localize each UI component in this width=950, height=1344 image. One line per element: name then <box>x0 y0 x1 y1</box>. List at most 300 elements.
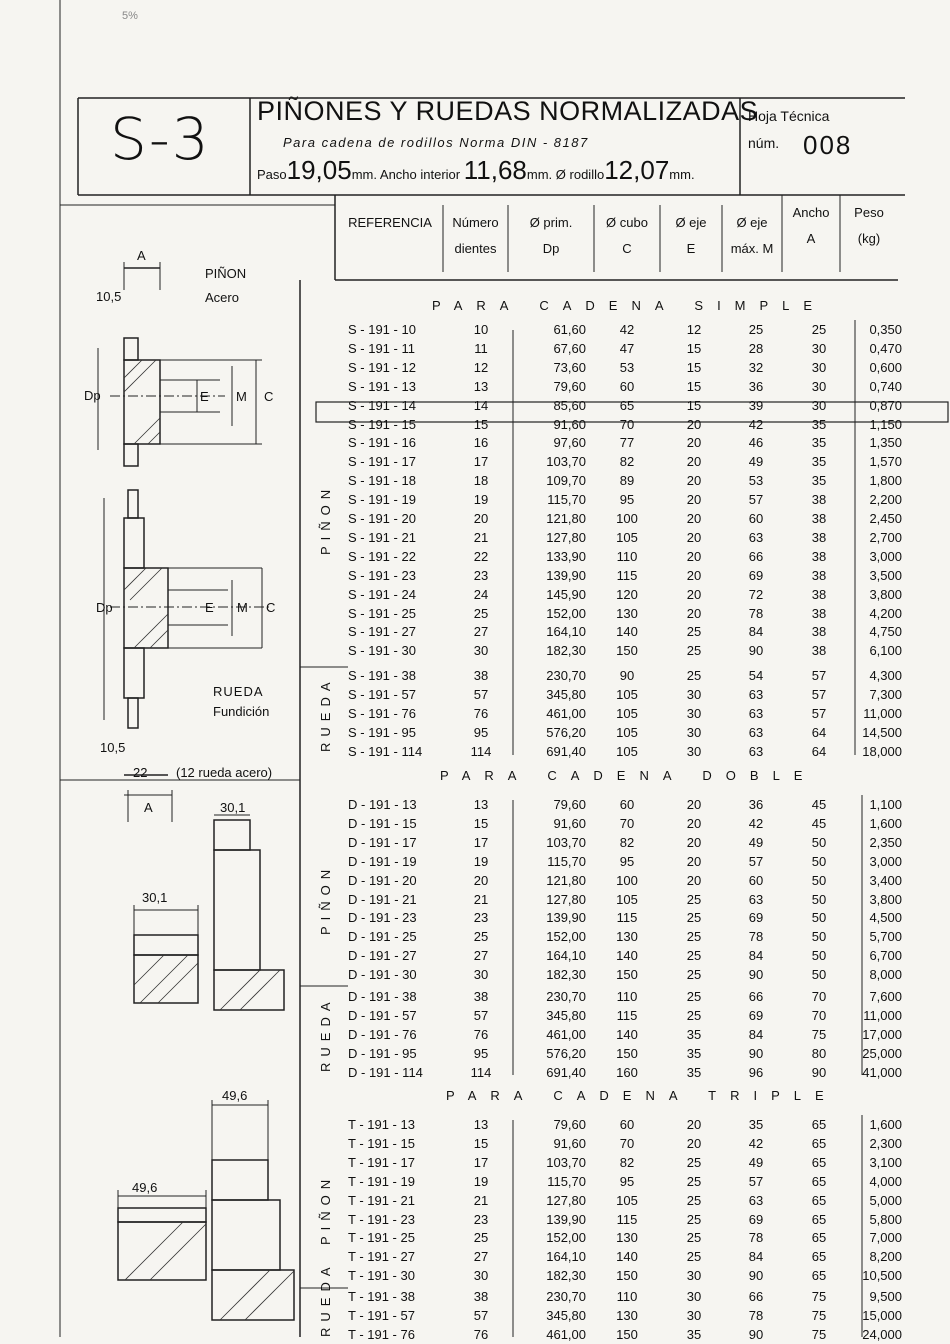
cell-ref: D - 191 - 57 <box>348 1007 417 1023</box>
cell-peso: 0,870 <box>869 397 902 413</box>
cell-eje-max: 69 <box>748 910 764 926</box>
dim-22: 22 <box>133 765 148 780</box>
cell-ref: S - 191 - 11 <box>348 340 415 356</box>
cell-dp: 230,70 <box>546 989 586 1004</box>
cell-eje: 25 <box>686 1154 702 1170</box>
cell-dientes: 13 <box>473 1117 489 1132</box>
cell-ref: S - 191 - 114 <box>348 743 423 759</box>
cell-peso: 18,000 <box>862 743 902 759</box>
cell-eje: 20 <box>686 834 702 850</box>
cell-dp: 103,70 <box>546 834 586 850</box>
dim-m-mid: M <box>237 600 248 615</box>
cell-cubo: 150 <box>616 967 638 983</box>
cell-peso: 2,200 <box>869 492 902 508</box>
cell-eje-max: 78 <box>748 1230 764 1246</box>
cell-ancho: 57 <box>811 686 827 702</box>
col-diam-cubo: Ø cubo C <box>606 215 648 256</box>
cell-dp: 127,80 <box>546 529 586 545</box>
section-title: PARA CADENA DOBLE <box>440 768 817 783</box>
cell-ancho: 64 <box>811 724 827 740</box>
cell-ancho: 65 <box>811 1230 827 1246</box>
cell-dp: 91,60 <box>553 1135 586 1151</box>
cell-eje-max: 69 <box>748 567 764 583</box>
paso-unit: mm. <box>351 167 377 182</box>
cell-dp: 345,80 <box>546 686 586 702</box>
cell-ref: D - 191 - 21 <box>348 891 417 907</box>
cell-dp: 576,20 <box>546 724 586 740</box>
cell-cubo: 130 <box>616 929 638 945</box>
cell-ref: T - 191 - 21 <box>348 1192 415 1208</box>
cell-cubo: 140 <box>616 1249 638 1265</box>
cell-dientes: 27 <box>473 624 489 640</box>
cell-dientes: 25 <box>473 1230 489 1246</box>
cell-dp: 103,70 <box>546 1154 586 1170</box>
cell-dp: 67,60 <box>553 340 586 356</box>
cell-cubo: 115 <box>616 567 638 583</box>
cell-cubo: 95 <box>619 853 635 869</box>
section-title: PARA CADENA SIMPLE <box>432 298 827 313</box>
group-label: PIÑON <box>318 1173 333 1245</box>
cell-eje-max: 63 <box>748 686 764 702</box>
cell-cubo: 53 <box>619 359 635 375</box>
cell-eje: 25 <box>686 668 702 683</box>
cell-eje-max: 69 <box>748 1007 764 1023</box>
pinon-drawing-material: Acero <box>205 290 239 305</box>
cell-eje-max: 63 <box>748 724 764 740</box>
cell-eje: 35 <box>686 1064 702 1080</box>
cell-eje: 20 <box>686 797 702 812</box>
rueda-drawing-material: Fundición <box>213 704 270 719</box>
cell-dientes: 57 <box>473 686 489 702</box>
cell-cubo: 150 <box>616 1045 638 1061</box>
cell-ref: S - 191 - 15 <box>348 416 416 432</box>
cell-ancho: 50 <box>811 891 827 907</box>
cell-peso: 3,800 <box>869 586 902 602</box>
cell-ref: T - 191 - 57 <box>348 1307 415 1323</box>
cell-cubo: 105 <box>616 705 638 721</box>
cell-eje-max: 63 <box>748 891 764 907</box>
cell-ancho: 38 <box>811 586 827 602</box>
cell-dp: 121,80 <box>546 511 586 526</box>
cell-ref: D - 191 - 114 <box>348 1064 423 1080</box>
cell-peso: 6,100 <box>869 643 902 659</box>
cell-eje: 25 <box>686 948 702 964</box>
cell-peso: 24,000 <box>862 1326 902 1342</box>
cell-peso: 3,000 <box>869 853 902 869</box>
cell-ancho: 38 <box>811 529 827 545</box>
cell-ref: S - 191 - 20 <box>348 511 416 526</box>
cell-cubo: 130 <box>616 1307 638 1323</box>
cell-cubo: 150 <box>616 643 638 659</box>
cell-eje: 20 <box>686 815 702 831</box>
cell-peso: 4,500 <box>869 910 902 926</box>
cell-dientes: 25 <box>473 929 489 945</box>
dim-301-large: 30,1 <box>220 800 246 815</box>
cell-ancho: 65 <box>811 1135 827 1151</box>
num-value: 008 <box>803 130 853 160</box>
cell-ancho: 65 <box>811 1249 827 1265</box>
cell-ancho: 30 <box>811 378 827 394</box>
cell-eje-max: 49 <box>748 834 764 850</box>
cell-dientes: 114 <box>470 1064 492 1080</box>
cell-dientes: 19 <box>473 1173 489 1189</box>
cell-peso: 10,500 <box>862 1268 902 1284</box>
group-label: RUEDA <box>318 676 333 752</box>
cell-eje-max: 60 <box>748 872 764 888</box>
cell-ref: D - 191 - 38 <box>348 989 417 1004</box>
cell-dientes: 23 <box>473 1211 489 1227</box>
cell-peso: 41,000 <box>862 1064 902 1080</box>
cell-peso: 1,600 <box>869 1117 902 1132</box>
cell-eje-max: 28 <box>748 340 764 356</box>
cell-ref: S - 191 - 38 <box>348 668 416 683</box>
cell-peso: 8,200 <box>869 1249 902 1265</box>
cell-peso: 6,700 <box>869 948 902 964</box>
cell-ref: D - 191 - 13 <box>348 797 417 812</box>
cell-ancho: 70 <box>811 1007 827 1023</box>
cell-cubo: 105 <box>616 686 638 702</box>
cell-ref: S - 191 - 24 <box>348 586 416 602</box>
cell-cubo: 47 <box>619 340 635 356</box>
rueda-drawing-title: RUEDA <box>213 684 264 699</box>
cell-peso: 4,300 <box>869 668 902 683</box>
cell-eje-max: 90 <box>748 967 764 983</box>
cell-dientes: 14 <box>473 397 489 413</box>
cell-dientes: 21 <box>473 529 489 545</box>
cell-peso: 4,750 <box>869 624 902 640</box>
cell-dp: 91,60 <box>553 815 586 831</box>
cell-ref: S - 191 - 13 <box>348 378 416 394</box>
rodillo-unit: mm. <box>669 167 695 182</box>
cell-eje-max: 54 <box>748 668 764 683</box>
cell-dp: 127,80 <box>546 1192 586 1208</box>
cell-eje-max: 78 <box>748 605 764 621</box>
cell-ancho: 45 <box>811 797 827 812</box>
cell-eje-max: 66 <box>748 1289 764 1304</box>
cell-ref: T - 191 - 76 <box>348 1326 415 1342</box>
cell-ancho: 30 <box>811 340 827 356</box>
cell-dp: 461,00 <box>546 705 586 721</box>
cell-eje: 30 <box>686 686 702 702</box>
cell-dp: 461,00 <box>546 1326 586 1342</box>
cell-eje-max: 63 <box>748 529 764 545</box>
cell-cubo: 70 <box>619 416 635 432</box>
note-12-rueda-acero: (12 rueda acero) <box>176 765 273 780</box>
cell-eje: 25 <box>686 1192 702 1208</box>
cell-eje: 20 <box>686 435 702 451</box>
cell-cubo: 90 <box>619 668 635 683</box>
cell-eje: 30 <box>686 743 702 759</box>
cell-ref: D - 191 - 76 <box>348 1026 417 1042</box>
cell-ref: S - 191 - 21 <box>348 529 416 545</box>
cell-cubo: 130 <box>616 605 638 621</box>
cell-eje-max: 57 <box>748 853 764 869</box>
cell-ancho: 57 <box>811 705 827 721</box>
cell-dientes: 11 <box>474 340 488 356</box>
cell-eje: 20 <box>686 1135 702 1151</box>
cell-dp: 182,30 <box>546 1268 586 1284</box>
cell-eje-max: 78 <box>748 929 764 945</box>
cell-dientes: 20 <box>473 872 489 888</box>
cell-eje: 35 <box>686 1026 702 1042</box>
cell-cubo: 110 <box>616 1289 638 1304</box>
cell-cubo: 60 <box>619 378 635 394</box>
cell-ref: S - 191 - 10 <box>348 322 416 337</box>
cell-cubo: 115 <box>616 910 638 926</box>
cell-dp: 345,80 <box>546 1307 586 1323</box>
cell-eje-max: 36 <box>748 378 764 394</box>
cell-eje-max: 78 <box>748 1307 764 1323</box>
cell-eje: 25 <box>686 1173 702 1189</box>
cell-ref: D - 191 - 17 <box>348 834 417 850</box>
dim-105-bottom: 10,5 <box>100 740 126 755</box>
cell-eje: 20 <box>686 548 702 564</box>
cell-peso: 1,800 <box>869 473 902 489</box>
cell-ref: T - 191 - 23 <box>348 1211 415 1227</box>
cell-ancho: 75 <box>811 1289 827 1304</box>
cell-eje-max: 46 <box>748 435 764 451</box>
cell-ref: S - 191 - 12 <box>348 359 416 375</box>
cell-cubo: 140 <box>616 1026 638 1042</box>
cell-dientes: 20 <box>473 511 489 526</box>
cell-dientes: 13 <box>473 378 489 394</box>
cell-ref: D - 191 - 95 <box>348 1045 417 1061</box>
cell-eje: 15 <box>686 359 702 375</box>
cell-peso: 1,350 <box>869 435 902 451</box>
cell-eje: 15 <box>686 340 702 356</box>
cell-ref: T - 191 - 15 <box>348 1135 415 1151</box>
cell-eje: 30 <box>686 1268 702 1284</box>
cell-dientes: 23 <box>473 567 489 583</box>
cell-ancho: 35 <box>811 454 827 470</box>
cell-eje-max: 84 <box>748 624 764 640</box>
cell-ancho: 38 <box>811 548 827 564</box>
cell-dp: 127,80 <box>546 891 586 907</box>
cell-eje: 20 <box>686 492 702 508</box>
cell-dientes: 30 <box>473 1268 489 1284</box>
cell-ref: S - 191 - 30 <box>348 643 416 659</box>
cell-cubo: 110 <box>616 548 638 564</box>
cell-ref: T - 191 - 30 <box>348 1268 415 1284</box>
cell-cubo: 160 <box>616 1064 638 1080</box>
cell-peso: 11,000 <box>863 705 902 721</box>
cell-peso: 17,000 <box>862 1026 902 1042</box>
cell-ref: S - 191 - 16 <box>348 435 416 451</box>
cell-dientes: 27 <box>473 948 489 964</box>
cell-dientes: 17 <box>473 454 489 470</box>
cell-eje: 35 <box>686 1045 702 1061</box>
cell-cubo: 77 <box>619 435 635 451</box>
cell-peso: 4,200 <box>869 605 902 621</box>
group-label: RUEDA <box>318 996 333 1072</box>
cell-dp: 115,70 <box>547 1173 586 1189</box>
cell-dientes: 38 <box>473 668 489 683</box>
cell-ancho: 65 <box>811 1154 827 1170</box>
cell-eje-max: 96 <box>748 1064 764 1080</box>
cell-dientes: 13 <box>473 797 489 812</box>
cell-peso: 3,000 <box>869 548 902 564</box>
cell-dp: 133,90 <box>546 548 586 564</box>
cell-cubo: 150 <box>616 1268 638 1284</box>
cell-ancho: 90 <box>811 1064 827 1080</box>
cell-eje: 25 <box>686 624 702 640</box>
cell-cubo: 105 <box>616 529 638 545</box>
cell-dp: 91,60 <box>553 416 586 432</box>
cell-dp: 115,70 <box>547 853 586 869</box>
cell-dp: 61,60 <box>553 322 586 337</box>
cell-ancho: 50 <box>811 853 827 869</box>
cell-dientes: 38 <box>473 1289 489 1304</box>
cell-eje: 25 <box>686 1230 702 1246</box>
cell-eje: 20 <box>686 454 702 470</box>
cell-dientes: 15 <box>473 815 489 831</box>
cell-eje: 20 <box>686 872 702 888</box>
cell-peso: 11,000 <box>863 1007 902 1023</box>
cell-dp: 230,70 <box>546 668 586 683</box>
cell-dientes: 57 <box>473 1007 489 1023</box>
cell-dp: 691,40 <box>546 1064 586 1080</box>
cell-dientes: 17 <box>473 834 489 850</box>
cell-eje: 25 <box>686 891 702 907</box>
rodillo-value: 12,07 <box>604 155 670 185</box>
cell-dientes: 21 <box>473 891 489 907</box>
paso-value: 19,05 <box>286 155 352 185</box>
pinon-drawing-title: PIÑON <box>205 266 247 281</box>
cell-dientes: 21 <box>473 1192 489 1208</box>
cell-eje-max: 84 <box>748 1026 764 1042</box>
cell-peso: 5,000 <box>869 1192 902 1208</box>
cell-ref: T - 191 - 38 <box>348 1289 415 1304</box>
cell-cubo: 120 <box>616 586 638 602</box>
cell-eje: 20 <box>686 416 702 432</box>
col-diam-primitivo: Ø prim. Dp <box>529 215 573 256</box>
cell-cubo: 42 <box>619 322 635 337</box>
cell-dientes: 27 <box>473 1249 489 1265</box>
cell-peso: 2,700 <box>869 529 902 545</box>
cell-eje-max: 72 <box>748 586 764 602</box>
cell-dp: 576,20 <box>546 1045 586 1061</box>
cell-peso: 3,400 <box>869 872 902 888</box>
cell-dientes: 22 <box>473 548 489 564</box>
cell-eje: 30 <box>686 724 702 740</box>
cell-dp: 121,80 <box>546 872 586 888</box>
cell-ref: D - 191 - 15 <box>348 815 417 831</box>
cell-eje: 25 <box>686 643 702 659</box>
cell-eje-max: 66 <box>748 989 764 1004</box>
cell-dp: 345,80 <box>546 1007 586 1023</box>
cell-peso: 4,000 <box>869 1173 902 1189</box>
ancho-label: Ancho interior <box>379 167 461 182</box>
cell-ancho: 80 <box>811 1045 827 1061</box>
col-peso: Peso (kg) <box>854 205 884 246</box>
cell-peso: 3,100 <box>869 1154 902 1170</box>
corner-mark: 5% <box>122 10 138 22</box>
cell-cubo: 105 <box>616 891 638 907</box>
cell-eje-max: 90 <box>748 1045 764 1061</box>
col-referencia: REFERENCIA <box>348 215 432 230</box>
cell-dp: 145,90 <box>546 586 586 602</box>
cell-eje-max: 66 <box>748 548 764 564</box>
cell-cubo: 150 <box>616 1326 638 1342</box>
cell-peso: 1,150 <box>869 416 902 432</box>
cell-eje-max: 49 <box>748 454 764 470</box>
cell-ref: D - 191 - 25 <box>348 929 417 945</box>
dim-dp-top: Dp <box>84 388 101 403</box>
cell-peso: 5,800 <box>869 1211 902 1227</box>
cell-ref: S - 191 - 19 <box>348 492 416 508</box>
cell-ref: D - 191 - 27 <box>348 948 417 964</box>
sheet-subtitle: Para cadena de rodillos Norma DIN - 8187 <box>283 135 589 150</box>
ancho-value: 11,68 <box>463 155 527 185</box>
cell-cubo: 115 <box>616 1211 638 1227</box>
cell-cubo: 100 <box>616 511 638 526</box>
cell-dp: 691,40 <box>546 743 586 759</box>
cell-ancho: 38 <box>811 567 827 583</box>
dim-301-small: 30,1 <box>142 890 168 905</box>
cell-cubo: 95 <box>619 492 635 508</box>
cell-ref: D - 191 - 19 <box>348 853 417 869</box>
cell-peso: 5,700 <box>869 929 902 945</box>
cell-cubo: 82 <box>619 454 635 470</box>
col-ancho: Ancho A <box>792 205 830 246</box>
cell-eje-max: 57 <box>748 1173 764 1189</box>
dim-105-top: 10,5 <box>96 289 122 304</box>
cell-eje-max: 90 <box>748 643 764 659</box>
cell-dientes: 30 <box>473 967 489 983</box>
cell-cubo: 60 <box>619 1117 635 1132</box>
cell-ancho: 57 <box>811 668 827 683</box>
cell-ancho: 70 <box>811 989 827 1004</box>
cell-peso: 1,600 <box>869 815 902 831</box>
sheet-title: PIÑONES Y RUEDAS NORMALIZADAS <box>257 96 759 126</box>
dim-a-bottom: A <box>144 800 153 815</box>
group-label: PIÑON <box>318 863 333 935</box>
cell-dp: 79,60 <box>553 1117 586 1132</box>
cell-eje: 20 <box>686 853 702 869</box>
cell-eje-max: 49 <box>748 1154 764 1170</box>
dim-e-top: E <box>200 389 209 404</box>
cell-dientes: 10 <box>473 322 489 337</box>
cell-dientes: 16 <box>473 435 489 451</box>
cell-eje-max: 25 <box>748 322 764 337</box>
cell-dientes: 15 <box>473 1135 489 1151</box>
cell-ancho: 75 <box>811 1026 827 1042</box>
cell-cubo: 70 <box>619 815 635 831</box>
cell-eje-max: 84 <box>748 948 764 964</box>
dim-dp-mid: Dp <box>96 600 113 615</box>
cell-peso: 0,600 <box>869 359 902 375</box>
cell-ancho: 45 <box>811 815 827 831</box>
cell-dientes: 24 <box>473 586 489 602</box>
cell-eje: 30 <box>686 1307 702 1323</box>
cell-ref: S - 191 - 14 <box>348 397 416 413</box>
cell-eje: 20 <box>686 529 702 545</box>
cell-cubo: 140 <box>616 624 638 640</box>
cell-peso: 7,300 <box>869 686 902 702</box>
cell-peso: 25,000 <box>862 1045 902 1061</box>
cell-ancho: 38 <box>811 624 827 640</box>
cell-dp: 139,90 <box>546 1211 586 1227</box>
cell-peso: 2,300 <box>869 1135 902 1151</box>
cell-peso: 3,500 <box>869 567 902 583</box>
cell-ancho: 75 <box>811 1326 827 1342</box>
cell-eje-max: 90 <box>748 1326 764 1342</box>
cell-peso: 8,000 <box>869 967 902 983</box>
cell-dp: 230,70 <box>546 1289 586 1304</box>
cell-cubo: 105 <box>616 724 638 740</box>
cell-dientes: 38 <box>473 989 489 1004</box>
col-numero-dientes: Número dientes <box>452 215 499 256</box>
